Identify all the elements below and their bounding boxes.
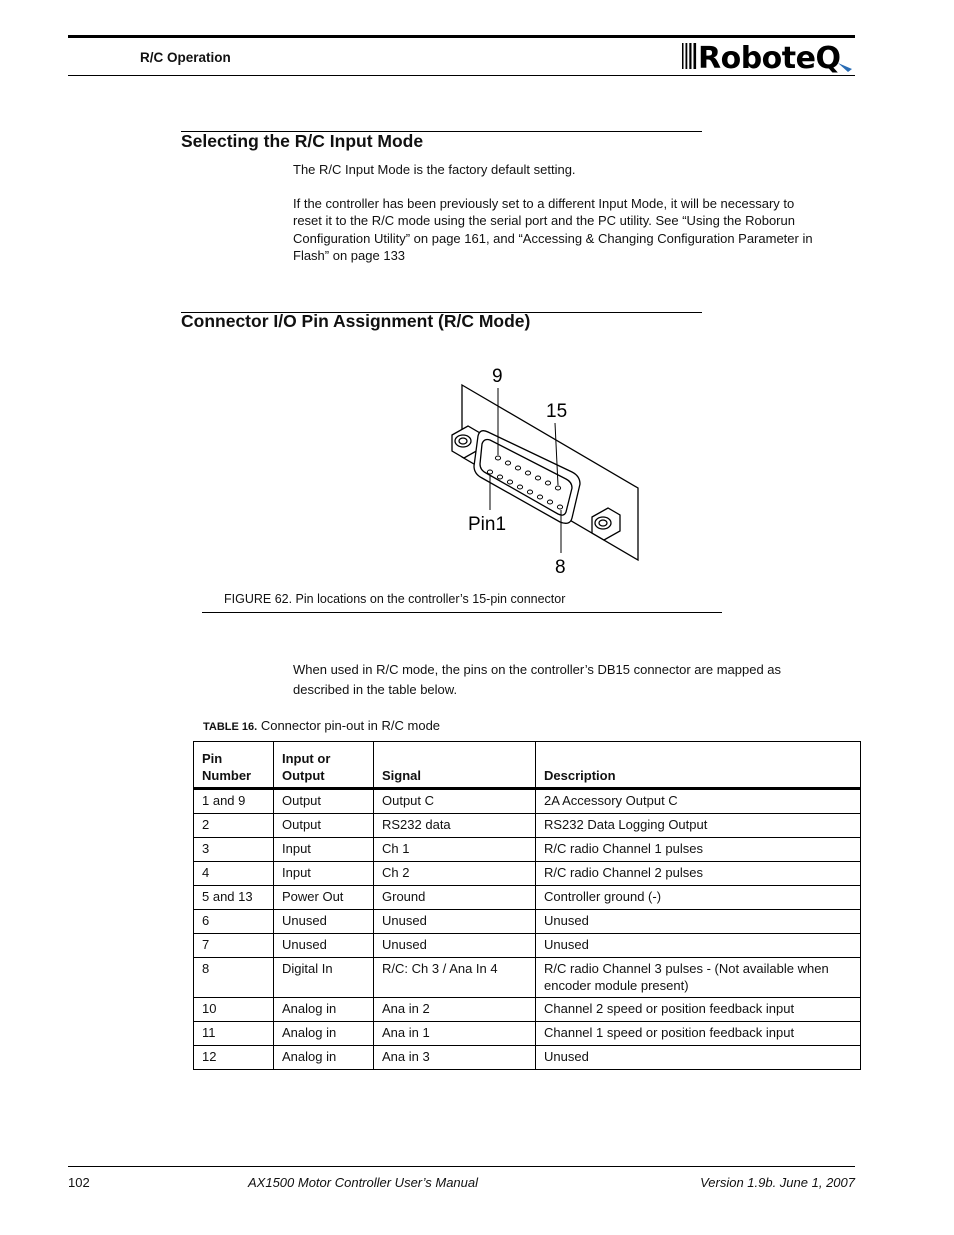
table-row xyxy=(194,886,861,910)
cell-pin: 2 xyxy=(194,814,274,838)
cell-signal: Unused xyxy=(374,934,536,958)
figure-caption: FIGURE 62. Pin locations on the controller’s 15-pin connector xyxy=(224,592,566,606)
cell-io: Output xyxy=(274,814,374,838)
pin-label-9: 9 xyxy=(492,366,503,387)
heading-select-rc-mode: Selecting the R/C Input Mode xyxy=(181,131,424,151)
cell-description: 2A Accessory Output C xyxy=(536,789,861,814)
cell-pin: 8 xyxy=(194,958,274,998)
cell-description: R/C radio Channel 3 pulses - (Not available when encoder module present) xyxy=(536,958,861,998)
table-row xyxy=(194,934,861,958)
cell-description: Channel 1 speed or position feedback input xyxy=(536,1022,861,1046)
table-header-row xyxy=(194,742,861,789)
pinout-table xyxy=(193,741,861,1070)
cell-io: Analog in xyxy=(274,998,374,1022)
cell-io: Analog in xyxy=(274,1046,374,1070)
header-top-rule xyxy=(68,35,855,38)
cell-description: Unused xyxy=(536,934,861,958)
header-bottom-rule xyxy=(68,75,855,76)
cell-pin: 11 xyxy=(194,1022,274,1046)
cell-signal: RS232 data xyxy=(374,814,536,838)
table-row xyxy=(194,1022,861,1046)
table-row xyxy=(194,958,861,998)
cell-description: R/C radio Channel 1 pulses xyxy=(536,838,861,862)
table-row xyxy=(194,789,861,814)
footer-rule xyxy=(68,1166,855,1167)
pin-label-15: 15 xyxy=(546,401,568,422)
table-row xyxy=(194,1046,861,1070)
paragraph-reset-instructions: If the controller has been previously set to a different Input Mode, it will be necessary to reset it to the R/C mode using the serial port and the PC utility. See “Using the Roborun Configuration Utility” on page 161, and “Accessing & Changing Configuration Parameter in Flash” on page 133 xyxy=(293,196,813,263)
logo-wordmark: RoboteQ xyxy=(698,41,841,73)
cell-io: Input xyxy=(274,862,374,886)
cell-description: RS232 Data Logging Output xyxy=(536,814,861,838)
cell-io: Analog in xyxy=(274,1022,374,1046)
pin-label-8: 8 xyxy=(555,557,566,578)
cell-pin: 5 and 13 xyxy=(194,886,274,910)
cell-description: Unused xyxy=(536,910,861,934)
footer-manual-title: AX1500 Motor Controller User’s Manual xyxy=(248,1175,479,1190)
header-signal: Signal xyxy=(374,742,536,789)
cell-description: Controller ground (-) xyxy=(536,886,861,910)
header-pin-number: Pin Number xyxy=(194,742,274,789)
table-row xyxy=(194,862,861,886)
cell-io: Input xyxy=(274,838,374,862)
cell-io: Unused xyxy=(274,934,374,958)
paragraph-default-setting: The R/C Input Mode is the factory default setting. xyxy=(293,162,576,177)
cell-pin: 4 xyxy=(194,862,274,886)
cell-io: Unused xyxy=(274,910,374,934)
cell-signal: Ana in 2 xyxy=(374,998,536,1022)
cell-pin: 6 xyxy=(194,910,274,934)
table-row xyxy=(194,814,861,838)
cell-pin: 12 xyxy=(194,1046,274,1070)
roboteq-logo xyxy=(680,39,858,73)
cell-io: Power Out xyxy=(274,886,374,910)
cell-signal: R/C: Ch 3 / Ana In 4 xyxy=(374,958,536,998)
cell-signal: Ground xyxy=(374,886,536,910)
table-row xyxy=(194,910,861,934)
cell-signal: Ana in 3 xyxy=(374,1046,536,1070)
header-description: Description xyxy=(536,742,861,789)
cell-io: Output xyxy=(274,789,374,814)
table-row xyxy=(194,838,861,862)
cell-description: Channel 2 speed or position feedback input xyxy=(536,998,861,1022)
page-number: 102 xyxy=(68,1175,90,1190)
cell-signal: Ch 2 xyxy=(374,862,536,886)
cell-description: Unused xyxy=(536,1046,861,1070)
header-input-output: Input or Output xyxy=(274,742,374,789)
cell-signal: Output C xyxy=(374,789,536,814)
db15-connector-figure xyxy=(430,360,650,580)
heading-connector-pin-assignment: Connector I/O Pin Assignment (R/C Mode) xyxy=(181,311,531,331)
cell-pin: 3 xyxy=(194,838,274,862)
table-title xyxy=(203,718,440,733)
running-header-section: R/C Operation xyxy=(140,50,231,65)
cell-signal: Ch 1 xyxy=(374,838,536,862)
cell-signal: Unused xyxy=(374,910,536,934)
table-tag: TABLE 16. xyxy=(203,721,258,733)
paragraph-table-intro: When used in R/C mode, the pins on the controller’s DB15 connector are mapped as described in the table below. xyxy=(293,662,782,697)
table-caption: Connector pin-out in R/C mode xyxy=(260,718,441,733)
cell-pin: 10 xyxy=(194,998,274,1022)
caption-rule xyxy=(202,612,722,613)
cell-pin: 1 and 9 xyxy=(194,789,274,814)
pin-label-pin1: Pin1 xyxy=(468,514,507,535)
table-row xyxy=(194,998,861,1022)
cell-pin: 7 xyxy=(194,934,274,958)
cell-signal: Ana in 1 xyxy=(374,1022,536,1046)
cell-io: Digital In xyxy=(274,958,374,998)
cell-description: R/C radio Channel 2 pulses xyxy=(536,862,861,886)
footer-version: Version 1.9b. June 1, 2007 xyxy=(700,1175,855,1190)
